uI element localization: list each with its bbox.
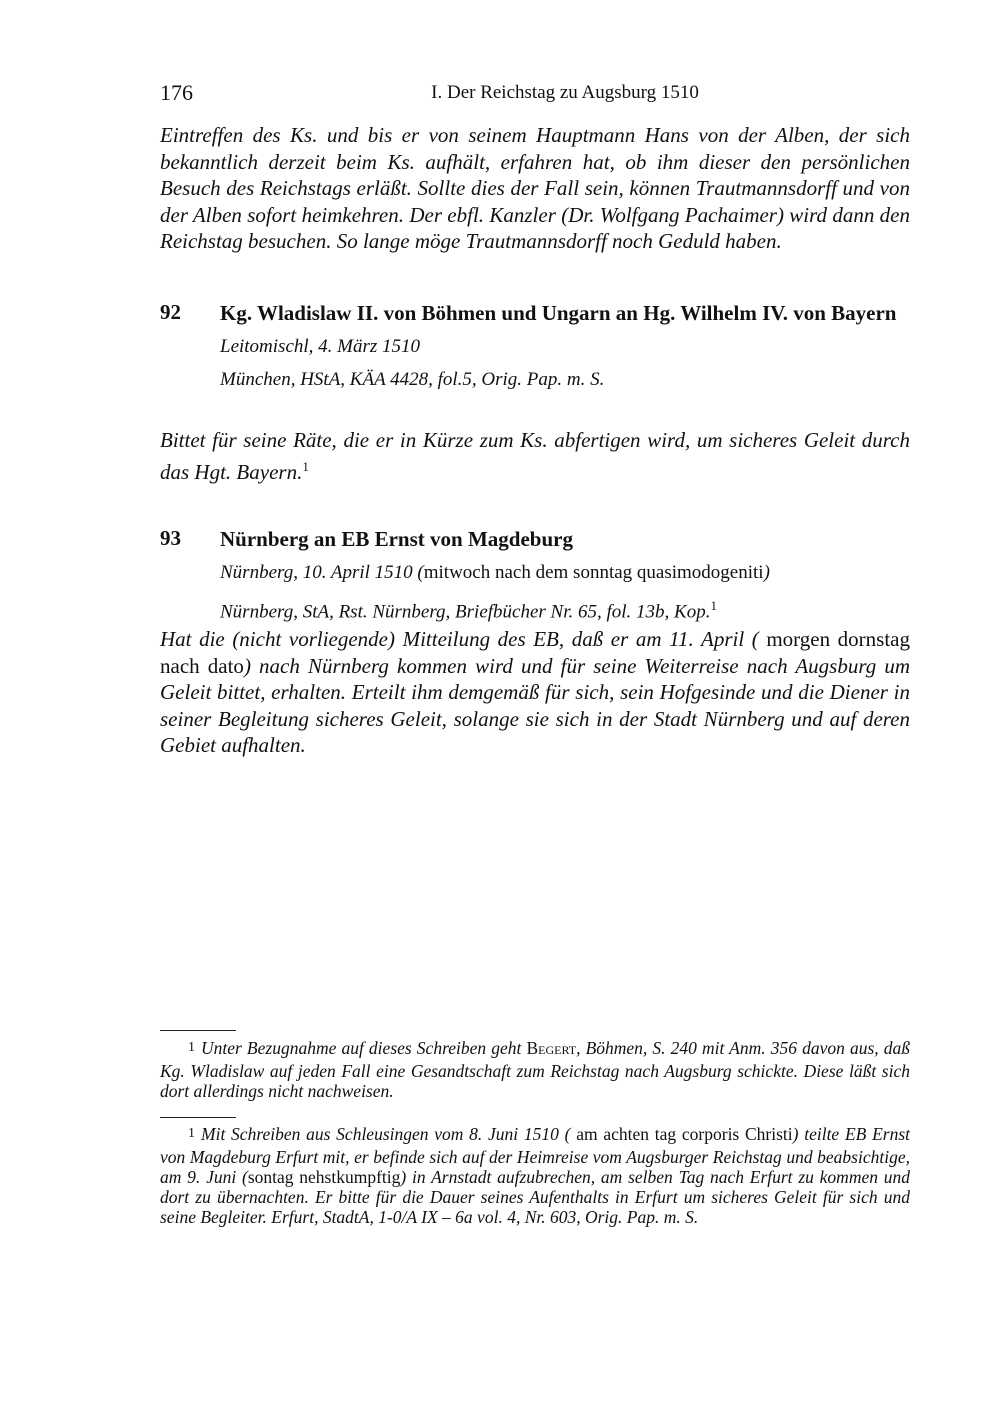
footnote-rule bbox=[160, 1117, 236, 1118]
entry-place-date bbox=[220, 556, 910, 589]
footnote-mark: 1 bbox=[188, 1040, 195, 1055]
footnote-rule bbox=[160, 1030, 236, 1031]
footnote-text-a: Unter Bezugnahme auf dieses Schreiben geht bbox=[201, 1038, 527, 1058]
entry-source: München, HStA, KÄA 4428, fol.5, Orig. Pap. m. S. bbox=[220, 369, 605, 390]
summary-part-b: ) nach Nürnberg kommen wird und für seine Weiterreise nach Augsburg um Geleit bittet, erhalten. Erteilt ihm demgemäß für sich, sein Hofgesinde und die Diener in seiner Begleitung sicheres Geleit, solange sie sich in der Stadt Nürnberg und auf deren Gebiet aufhalten. bbox=[160, 653, 911, 757]
entry-number: 93 bbox=[160, 526, 181, 550]
footnote-text-a: Mit Schreiben aus Schleusingen vom 8. Juni 1510 ( bbox=[201, 1124, 571, 1144]
entry-93 bbox=[160, 526, 910, 628]
footnote-quote-b: sontag nehstkumpftig bbox=[247, 1167, 401, 1187]
page-header bbox=[160, 80, 910, 110]
entry-number: 92 bbox=[160, 300, 181, 324]
entry-92 bbox=[160, 300, 910, 396]
footnote-text-b: , Böhmen, S. 240 mit Anm. 356 davon aus, daß Kg. Wladislaw auf jeden Fall eine Gesandtschaft zum Reichstag nach Augsburg schickte. Diese läßt sich dort allerdings nicht nachweisen. bbox=[160, 1038, 910, 1101]
footnote-quote-a: am achten tag corporis Christi bbox=[570, 1124, 793, 1144]
entry-93-summary bbox=[160, 626, 910, 759]
footnote-text-b: ) teilte EB Ernst von Magdeburg Erfurt mit, er befinde sich auf der Heimreise vom Augsburger Reichstag und beabsichtige, am 9. Juni ( bbox=[160, 1124, 910, 1187]
entry-title: Nürnberg an EB Ernst von Magdeburg bbox=[220, 527, 573, 551]
footnote-author: Begert bbox=[526, 1038, 577, 1058]
summary-quote: morgen dornstag nach dato bbox=[160, 627, 911, 678]
footnote-1 bbox=[160, 1038, 910, 1101]
footnote-mark: 1 bbox=[188, 1126, 195, 1141]
entry-source bbox=[220, 589, 910, 628]
place-date-quote: mitwoch nach dem sonntag quasimodogeniti bbox=[423, 562, 764, 583]
footnote-text-c: ) in Arnstadt aufzubrechen, am selben Tag nach Erfurt zu kommen und dort zu übernachten. Er bitte für die Dauer seines Aufenthalts in Erfurt um sicheres Geleit für sich und seine Begleiter. Erfurt, StadtA, 1-0/A IX – 6a vol. 4, Nr. 603, Orig. Pap. m. S. bbox=[160, 1167, 911, 1227]
entry-place-date: Leitomischl, 4. März 1510 bbox=[220, 336, 421, 357]
footnote-ref[interactable]: 1 bbox=[710, 598, 717, 613]
entry-92-summary bbox=[160, 427, 910, 485]
source-text: Nürnberg, StA, Rst. Nürnberg, Briefbücher Nr. 65, fol. 13b, Kop. bbox=[220, 601, 711, 623]
page-number: 176 bbox=[160, 80, 193, 105]
entry-title: Kg. Wladislaw II. von Böhmen und Ungarn an Hg. Wilhelm IV. von Bayern bbox=[220, 301, 897, 325]
summary-text: Bittet für seine Räte, die er in Kürze zum Ks. abfertigen wird, um sicheres Geleit durch das Hgt. Bayern. bbox=[160, 428, 910, 484]
intro-paragraph: Eintreffen des Ks. und bis er von seinem Hauptmann Hans von der Alben, der sich bekanntlich derzeit beim Ks. aufhält, erfahren hat, ob ihm dieser den persönlichen Besuch des Reichstags erläßt. Sollte dies der Fall sein, können Trautmannsdorff und von der Alben sofort heimkehren. Der ebfl. Kanzler (Dr. Wolfgang Pachaimer) wird dann den Reichstag besuchen. So lange möge Trautmannsdorff noch Geduld haben. bbox=[160, 123, 910, 253]
running-title: I. Der Reichstag zu Augsburg 1510 bbox=[431, 82, 699, 103]
place-date-close: ) bbox=[763, 562, 770, 583]
footnote-ref[interactable]: 1 bbox=[302, 458, 309, 474]
summary-part-a: Hat die (nicht vorliegende) Mitteilung des EB, daß er am 11. April ( bbox=[160, 627, 759, 651]
footnote-2 bbox=[160, 1124, 910, 1227]
place-date-text: Nürnberg, 10. April 1510 ( bbox=[220, 562, 424, 583]
